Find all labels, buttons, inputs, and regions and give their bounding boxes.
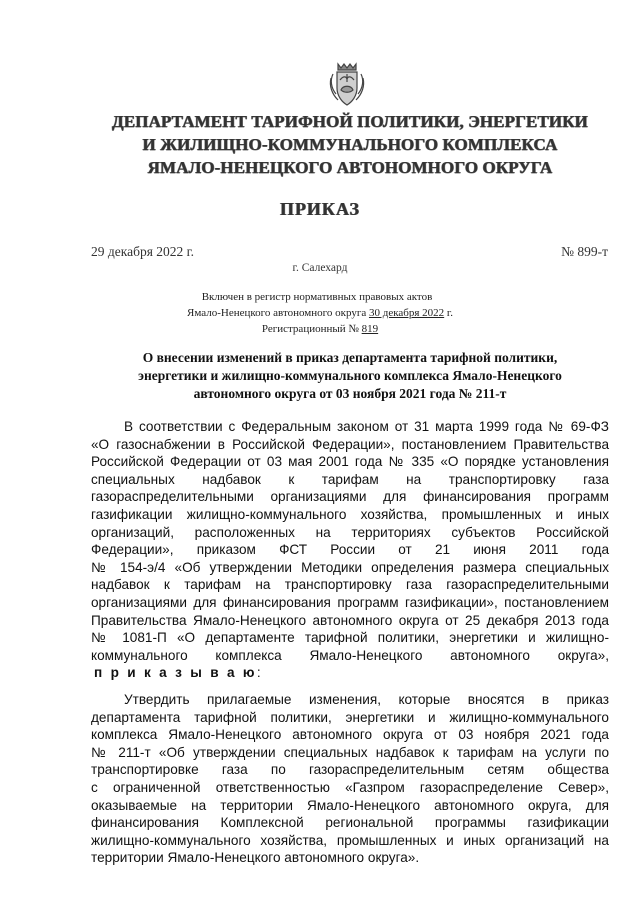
- text-line: № 1081-П «О департаменте тарифной политики, энергетики и жилищно-: [91, 630, 609, 646]
- registration-text: Ямало-Ненецкого автономного округа: [187, 307, 369, 319]
- decision-paragraph: [91, 691, 609, 867]
- registration-stamp: [0, 289, 640, 337]
- department-name: [80, 110, 620, 179]
- order-colon: :: [256, 665, 261, 681]
- subject-line: энергетики и жилищно-коммунального комплекса Ямало-Ненецкого: [138, 368, 562, 383]
- department-line: ЯМАЛО-НЕНЕЦКОГО АВТОНОМНОГО ОКРУГА: [147, 158, 553, 177]
- text-line: № 211-т «Об утверждении специальных надбавок к тарифам на услуги по: [91, 744, 609, 760]
- document-type: ПРИКАЗ: [279, 199, 361, 219]
- text-line: газификации жилищно-коммунального хозяйства, промышленных и иных: [91, 506, 609, 522]
- city: г. Салехард: [292, 262, 348, 274]
- text-line: комплекса Ямало-Ненецкого автономного округа от 03 ноября 2021 года: [91, 727, 609, 743]
- department-line: И ЖИЛИЩНО-КОММУНАЛЬНОГО КОМПЛЕКСА: [142, 135, 558, 154]
- text-line: коммунального комплекса Ямало-Ненецкого автономного округа»,: [91, 647, 609, 663]
- order-word: п р и к а з ы в а ю: [94, 665, 257, 681]
- text-line: специальных надбавок к тарифам на транспортировку газа: [91, 471, 609, 487]
- registration-date: 30 декабря 2022: [368, 307, 445, 319]
- order-date: 29 декабря 2022 г.: [91, 244, 195, 259]
- text-line: транспортировке газа по газораспределительным сетям общества: [91, 762, 609, 778]
- text-line: с ограниченной ответственностью «Газпром газораспределение Север»,: [91, 779, 609, 795]
- text-line: «О газоснабжении в Российской Федерации», постановлением Правительства: [91, 436, 609, 452]
- text-line: газораспределительными организациями для финансирования программ: [91, 489, 609, 505]
- subject-line: О внесении изменений в приказ департамента тарифной политики,: [142, 350, 558, 365]
- registration-line: [0, 321, 640, 337]
- text-line: Российской Федерации от 03 мая 2001 года № 335 «О порядке установления: [91, 454, 609, 470]
- registration-text: Регистрационный №: [261, 323, 362, 335]
- text-line: Федерации», приказом ФСТ России от 21 июня 2011 года: [91, 542, 609, 558]
- registration-number: 819: [361, 323, 379, 335]
- order-number: № 899-т: [561, 244, 608, 259]
- text-line: надбавок к тарифам на транспортировку газа газораспределительными: [91, 577, 609, 593]
- coat-of-arms-icon: [327, 60, 367, 108]
- text-line: организациями для финансирования программ газификации», постановлением: [91, 594, 609, 610]
- registration-text: г.: [444, 307, 453, 319]
- registration-line: Включен в регистр нормативных правовых актов: [201, 291, 433, 303]
- text-line: В соответствии с Федеральным законом от 31 марта 1999 года № 69-ФЗ: [124, 419, 609, 434]
- text-line: организаций, расположенных на территориях субъектов Российской: [91, 524, 609, 540]
- text-line: Утвердить прилагаемые изменения, которые вносятся в приказ: [124, 692, 609, 707]
- department-line: ДЕПАРТАМЕНТ ТАРИФНОЙ ПОЛИТИКИ, ЭНЕРГЕТИКИ: [112, 112, 588, 131]
- text-line: жилищно-коммунального хозяйства, промышленных и иных организаций на: [91, 832, 609, 848]
- registration-line: [0, 305, 640, 321]
- preamble-paragraph: [91, 418, 609, 682]
- text-line: финансирования Комплексной региональной программы газификации: [91, 815, 609, 831]
- subject-line: автономного округа от 03 ноября 2021 года № 211-т: [193, 386, 507, 401]
- text-line: оказываемые на территории Ямало-Ненецкого автономного округа, для: [91, 797, 609, 813]
- text-line: [91, 664, 609, 682]
- document-subject: [100, 349, 600, 403]
- text-line: Правительства Ямало-Ненецкого автономного округа от 25 декабря 2013 года: [91, 612, 609, 628]
- text-line: департамента тарифной политики, энергетики и жилищно-коммунального: [91, 709, 609, 725]
- text-line: № 154-э/4 «Об утверждении Методики определения размера специальных: [91, 559, 609, 575]
- text-line: территории Ямало-Ненецкого автономного округа».: [91, 850, 420, 866]
